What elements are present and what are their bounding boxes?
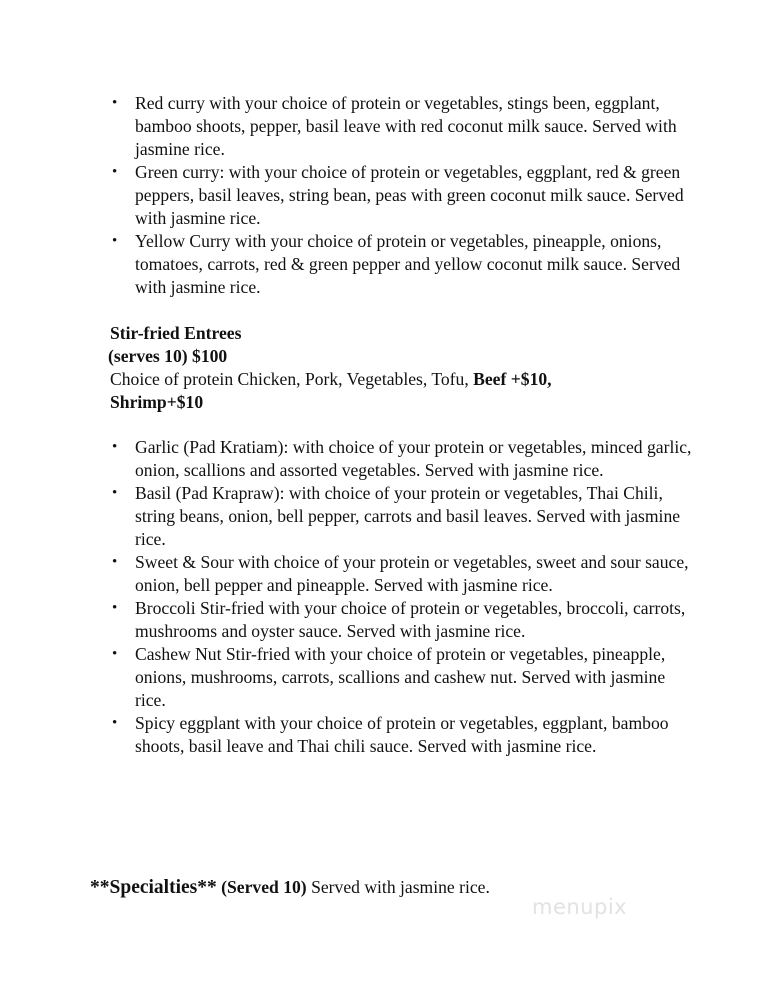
bullet-icon: •: [112, 439, 118, 455]
specialties-serves: (Served 10): [221, 877, 307, 897]
bullet-icon: •: [112, 554, 118, 570]
list-item: [112, 597, 692, 643]
list-item: [112, 230, 692, 299]
bullet-icon: •: [112, 600, 118, 616]
dish-description: Broccoli Stir-fried with your choice of protein or vegetables, broccoli, carrots, mushrooms and oyster sauce. Served with jasmine rice.: [135, 598, 686, 641]
dish-description: Garlic (Pad Kratiam): with choice of your protein or vegetables, minced garlic, onion, scallions and assorted vegetables. Served with jasmine rice.: [135, 437, 692, 480]
bullet-icon: •: [112, 646, 118, 662]
protein-choice: [110, 368, 710, 391]
list-item: [112, 436, 692, 482]
bullet-icon: •: [112, 233, 118, 249]
dish-description: Basil (Pad Krapraw): with choice of your protein or vegetables, Thai Chili, string beans, onion, bell pepper, carrots and basil leaves. Served with jasmine rice.: [135, 483, 681, 549]
curry-list: [112, 92, 692, 299]
serves-price: (serves 10) $100: [108, 346, 228, 366]
list-item: [112, 712, 692, 758]
dish-description: Spicy eggplant with your choice of protein or vegetables, eggplant, bamboo shoots, basil leave and Thai chili sauce. Served with jasmine rice.: [135, 713, 669, 756]
dish-description: Cashew Nut Stir-fried with your choice of protein or vegetables, pineapple, onions, mushrooms, carrots, scallions and cashew nut. Served with jasmine rice.: [135, 644, 666, 710]
shrimp-upcharge: Shrimp+$10: [110, 392, 204, 412]
bullet-icon: •: [112, 164, 118, 180]
list-item: [112, 482, 692, 551]
stir-fried-header: [110, 322, 710, 414]
specialties-title: **Specialties**: [90, 877, 217, 898]
menupix-watermark: menupix: [532, 895, 628, 919]
bullet-icon: •: [112, 485, 118, 501]
curry-description: Red curry with your choice of protein or vegetables, stings been, eggplant, bamboo shoots, pepper, basil leave with red coconut milk sauce. Served with jasmine rice.: [135, 93, 677, 159]
curry-description: Green curry: with your choice of protein or vegetables, eggplant, red & green peppers, basil leaves, string bean, peas with green coconut milk sauce. Served with jasmine rice.: [135, 162, 684, 228]
list-item: [112, 161, 692, 230]
curry-description: Yellow Curry with your choice of protein or vegetables, pineapple, onions, tomatoes, carrots, red & green pepper and yellow coconut milk sauce. Served with jasmine rice.: [135, 231, 681, 297]
bullet-icon: •: [112, 715, 118, 731]
list-item: [112, 551, 692, 597]
stir-fried-list: [112, 436, 692, 758]
dish-description: Sweet & Sour with choice of your protein or vegetables, sweet and sour sauce, onion, bell pepper and pineapple. Served with jasmine rice.: [135, 552, 689, 595]
list-item: [112, 92, 692, 161]
section-title: Stir-fried Entrees: [110, 323, 242, 343]
bullet-icon: •: [112, 95, 118, 111]
specialties-heading: [90, 876, 730, 899]
specialties-note: Served with jasmine rice.: [311, 877, 490, 897]
beef-upcharge: Beef +$10,: [473, 369, 552, 389]
list-item: [112, 643, 692, 712]
protein-choice-text: Choice of protein Chicken, Pork, Vegetables, Tofu,: [110, 369, 469, 389]
